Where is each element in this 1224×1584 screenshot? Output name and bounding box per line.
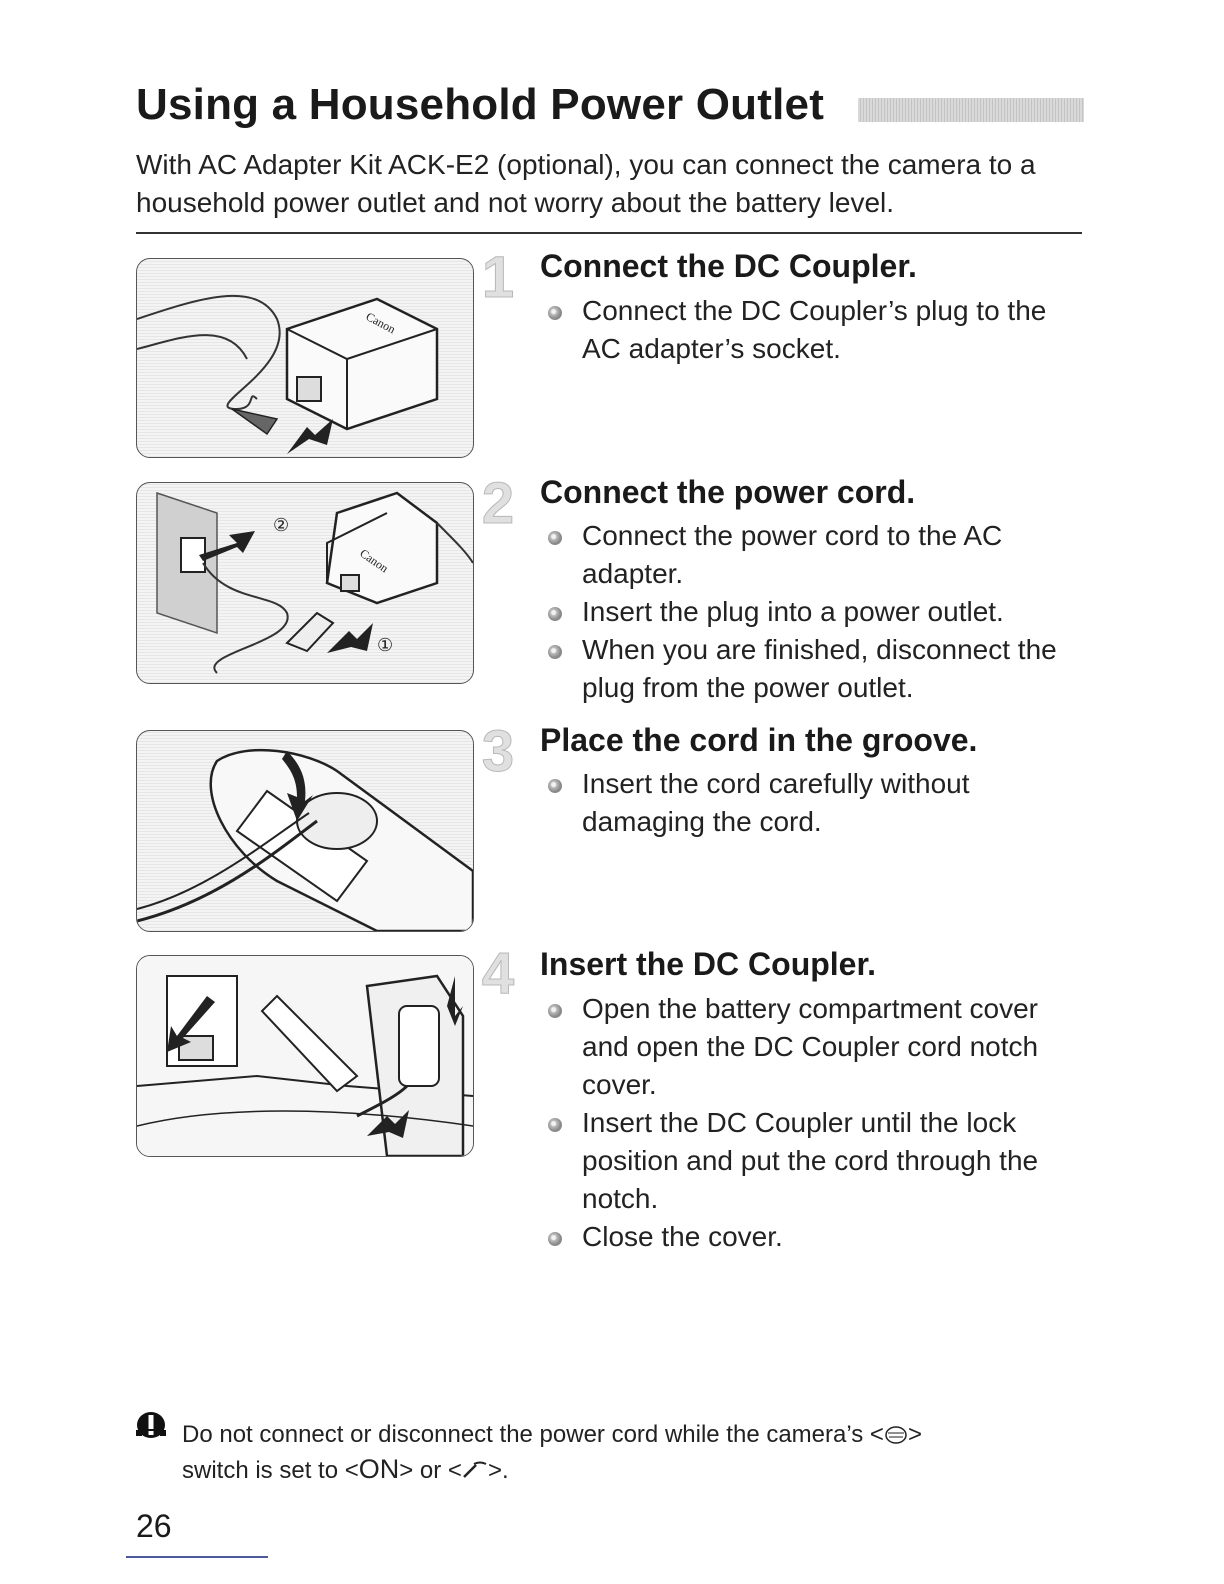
callout-1: ① bbox=[377, 635, 394, 655]
list-item: Open the battery compartment cover and open the DC Coupler cord notch cover. bbox=[540, 990, 1090, 1104]
step-2-illustration bbox=[136, 482, 474, 684]
list-item: Connect the power cord to the AC adapter. bbox=[540, 517, 1090, 593]
quick-control-dial-icon bbox=[462, 1461, 488, 1479]
mode-dial-icon bbox=[884, 1425, 908, 1445]
power-cord-wall-outlet-drawing bbox=[137, 483, 473, 683]
step-4-number: 4 bbox=[481, 941, 515, 1006]
step-1-number: 1 bbox=[481, 245, 515, 310]
list-item: When you are finished, disconnect the plug from the power outlet. bbox=[540, 631, 1090, 707]
list-item: Connect the DC Coupler’s plug to the AC adapter’s socket. bbox=[540, 292, 1090, 368]
page-title: Using a Household Power Outlet bbox=[136, 80, 825, 129]
bullet-icon bbox=[548, 779, 562, 793]
bullet-icon bbox=[548, 531, 562, 545]
cord-in-groove-drawing bbox=[137, 731, 473, 931]
step-2-number: 2 bbox=[481, 471, 515, 536]
step-4-bullets bbox=[540, 990, 1090, 1256]
list-item: Insert the cord carefully without damaging the cord. bbox=[540, 765, 1090, 841]
title-decoration-bar bbox=[858, 98, 1084, 122]
bullet-icon bbox=[548, 306, 562, 320]
bullet-icon bbox=[548, 607, 562, 621]
step-1-heading: Connect the DC Coupler. bbox=[540, 248, 917, 284]
step-4-illustration bbox=[136, 955, 474, 1157]
step-2-heading: Connect the power cord. bbox=[540, 474, 916, 510]
on-label: ON bbox=[358, 1454, 400, 1484]
step-1-illustration bbox=[136, 258, 474, 458]
section-divider bbox=[136, 232, 1082, 234]
callout-2: ② bbox=[273, 515, 290, 535]
bullet-icon bbox=[548, 1232, 562, 1246]
bullet-icon bbox=[548, 645, 562, 659]
list-item: Insert the DC Coupler until the lock position and put the cord through the notch. bbox=[540, 1104, 1090, 1218]
ac-adapter-dc-coupler-plug-drawing bbox=[137, 259, 473, 457]
step-3-bullets bbox=[540, 765, 1090, 841]
caution-text: Do not connect or disconnect the power cord while the camera’s < > switch is set to <ON> or < >. bbox=[182, 1421, 922, 1484]
svg-text:Canon: Canon bbox=[357, 545, 391, 576]
bullet-icon bbox=[548, 1004, 562, 1018]
page-number: 26 bbox=[136, 1508, 172, 1544]
step-2-bullets bbox=[540, 517, 1090, 707]
dc-coupler-into-battery-compartment-drawing bbox=[137, 956, 473, 1156]
caution-icon bbox=[134, 1410, 168, 1440]
canon-logo: Canon bbox=[363, 309, 398, 337]
step-4-heading: Insert the DC Coupler. bbox=[540, 946, 877, 982]
step-3-heading: Place the cord in the groove. bbox=[540, 722, 978, 758]
page-footer-rule bbox=[126, 1556, 268, 1558]
bullet-icon bbox=[548, 1118, 562, 1132]
step-3-number: 3 bbox=[481, 719, 515, 784]
step-1-bullets bbox=[540, 292, 1090, 368]
list-item: Close the cover. bbox=[540, 1218, 1090, 1256]
list-item: Insert the plug into a power outlet. bbox=[540, 593, 1090, 631]
title-row bbox=[136, 80, 1084, 140]
intro-paragraph: With AC Adapter Kit ACK-E2 (optional), you can connect the camera to a household power outlet and not worry about the battery level. bbox=[136, 149, 1036, 218]
step-3-illustration bbox=[136, 730, 474, 932]
